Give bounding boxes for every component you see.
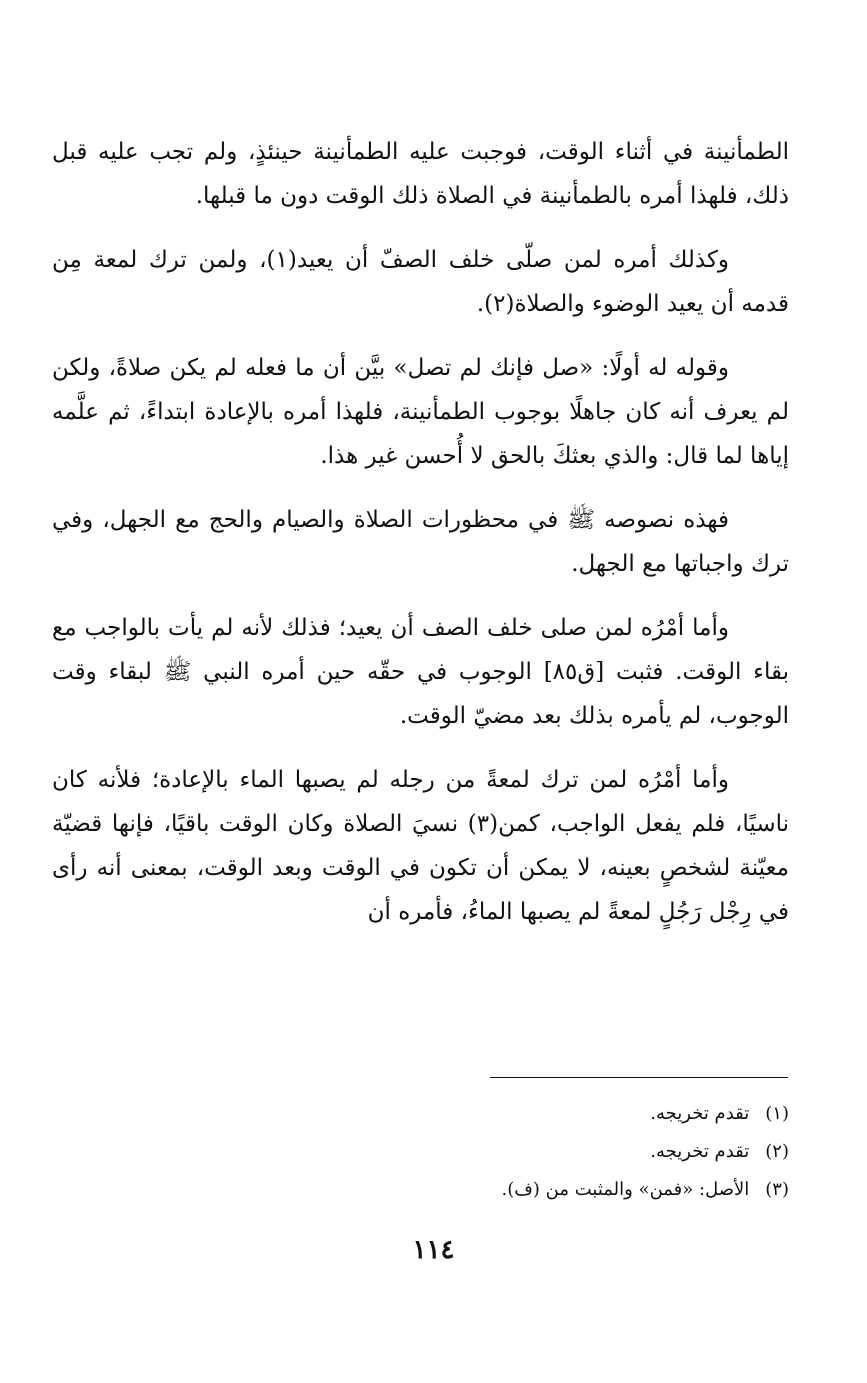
footnote-3 <box>52 1171 789 1209</box>
page-number: ١١٤ <box>412 1235 455 1265</box>
footnotes <box>52 1095 789 1209</box>
footnote-text: تقدم تخريجه. <box>650 1103 750 1124</box>
footnote-text: تقدم تخريجه. <box>650 1141 750 1162</box>
footnote-text: الأصل: «فمن» والمثبت من (ف). <box>501 1179 750 1200</box>
footnote-1 <box>52 1095 789 1133</box>
paragraph-5: وأما أمْرُه لمن صلى خلف الصف أن يعيد؛ فذلك لأنه لم يأت بالواجب مع بقاء الوقت. فثبت [ق٨٥] الوجوب في حقّه حين أمره النبي ﷺ لبقاء وقت الوجوب، لم يأمره بذلك بعد مضيّ الوقت. <box>52 615 789 729</box>
paragraph-3: وقوله له أولًا: «صل فإنك لم تصل» بيَّن أن ما فعله لم يكن صلاةً، ولكن لم يعرف أنه كان جاهلًا بوجوب الطمأنينة، فلهذا أمره بالإعادة ابتداءً، ثم علَّمه إياها لما قال: والذي بعثكَ بالحق لا أُحسن غير هذا. <box>52 355 789 469</box>
paragraph-6: وأما أمْرُه لمن ترك لمعةً من رجله لم يصبها الماء بالإعادة؛ فلأنه كان ناسيًا، فلم يفعل الواجب، كمن(٣) نسيَ الصلاة وكان الوقت باقيًا، فإنها قضيّة معيّنة لشخصٍ بعينه، لا يمكن أن تكون في الوقت وبعد الوقت، بمعنى أنه رأى في رِجْل رَجُلٍ لمعةً لم يصبها الماءُ، فأمره أن <box>52 767 790 925</box>
footnote-separator <box>490 1077 788 1078</box>
footnote-number: (١) <box>765 1103 789 1124</box>
footnote-number: (٢) <box>765 1141 789 1162</box>
footnote-number: (٣) <box>765 1179 789 1200</box>
main-text <box>52 130 789 954</box>
paragraph-2: وكذلك أمره لمن صلّى خلف الصفّ أن يعيد(١)، ولمن ترك لمعة مِن قدمه أن يعيد الوضوء والصلاة(٢). <box>52 247 789 317</box>
paragraph-1: الطمأنينة في أثناء الوقت، فوجبت عليه الطمأنينة حينئذٍ، ولم تجب عليه قبل ذلك، فلهذا أمره بالطمأنينة في الصلاة ذلك الوقت دون ما قبلها. <box>52 139 789 209</box>
paragraph-4: فهذه نصوصه ﷺ في محظورات الصلاة والصيام والحج مع الجهل، وفي ترك واجباتها مع الجهل. <box>52 507 789 577</box>
footnote-2 <box>52 1133 789 1171</box>
